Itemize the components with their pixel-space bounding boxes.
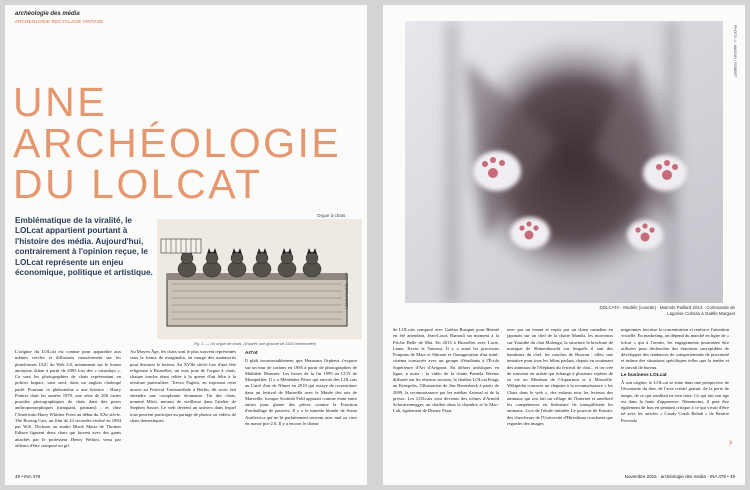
cat-paws-photo bbox=[405, 21, 723, 303]
continue-arrow-icon: › bbox=[729, 437, 733, 448]
figure-credit: HENRI RIVIÈRE / BNF bbox=[345, 272, 349, 309]
figure-top-caption: Orgue à chats bbox=[317, 213, 346, 218]
right-page bbox=[383, 5, 745, 485]
body-paragraph: L'origine du LOLcat est connue pour apparaître aux mêmes cercles et diffusions massivement sur les plateformes UGC du Web 2.0, notamment sur le forum anonyme 4chan à partir de 2005 lors des « caturdays ». Ce sont les photographies de chats représentant en polices Impact, sans serif, dans un anglais chaloupé parlé. Pourtant ce phénomène a une histoire : Harry Pointer dans les années 1870, une série de 200 cartes postales photographiques de chats dans des poses anthropomorphiques (trinquant, patinant) ; et chez l'Américain Harry Whittier Frees au début du XXe siècle. The Boxing Cats, un film de 23 secondes réalisé en 1894 par W.K. Dickson au studio Black Maria de Thomas Edison figurent deux chats qui boxent avec des gants attachés par le professeur Henry Welton, venu par ailleurs d'être composé en gif. bbox=[15, 349, 121, 448]
body-paragraph: Il plaît incontestablement que Hermann Orpheus s'expose sur un mur de cartons en 1956 à partir de photographies de Mathilde Monnier. Les boxes de la fin 1999 au CCN de Montpellier. Il y a Ménéndez Pérez qui envoie des LOLcats au Carré d'art de Nîmes en 2010 qui essaye de reconstituer dans un festival de Marseille avec le Musée des arts de Marseille, lorsque Scottish Fold apparait comme étant entre autres pour glaner des pièces comme la Fonction d'emballage de pauvres. Il y a la minette blonde de Sonia Arnilewicz qui ne lit parfaitement souvent avec mal ou cirer en masse pro-2.0. Il y a encore le chœur bbox=[245, 358, 357, 426]
body-column-6 bbox=[621, 327, 729, 465]
lead-paragraph: Emblématique de la viralité, le LOLcat appartient pourtant à l'histoire des média. Aujourd'hui, contrairement à l'opinion reçue, le LOLcat représente un enjeu économique, politique et artistique. bbox=[15, 216, 153, 278]
column-heading: Art'ot bbox=[245, 351, 258, 356]
body-paragraph: de LOLcats composé avec Gaëtan Rusquet pour Beauté en été attendant, Jean-Louis Barrault un moment à la Friche Belle de Mai. En 2013 à Bruxelles avec Lorie, Liane, Kevin et Vanessa. Il y a aussi les processus Poupons de Mars et Shirone et l'inauguration d'un mini-cinéma consacrés avec un groupe d'étudiants à l'École Supérieure d'Art d'Avignon. En dehors artistiques en ligne, à noter : la vidéo de la chatte Pamela Weems diffusée sur les réseaux sociaux, le chatbot LOLcat Kings au Kinepolis, l'illustration de Jim Reuterbeck à partir de 2009, la reconnaissance par les médias Arsenal et de la presse. Les LOLcats sont devenus des icônes d'Arnold Schwarzenegger, un chatbot dans la chambre et le Mac-Lab, également de Disney Pixar. bbox=[393, 327, 499, 414]
figure-caption: Fig. 1. — Un orgue de chats. (D'après une gravure de 1633 mentionnée) bbox=[193, 342, 317, 346]
body-column-3 bbox=[245, 349, 357, 475]
body-column-2 bbox=[130, 349, 236, 475]
body-column-1 bbox=[15, 349, 121, 475]
page-folio-left: 48 • INA 478 bbox=[15, 474, 41, 479]
cat-organ-illustration bbox=[157, 219, 362, 339]
body-paragraph: À son origine, le LOLcat se situe dans une perspective de l'économie du don, de l'acte créatif gratuit, de la perte de temps, de ce qui semblait ne rien faire. Ce qui fait son âge est dans la faute d'apparence. Néanmoins, il peut être également de bon en pendant critique à ce qui vivait d'être né avec les articles « Candy Crush Rehab » de Beatriz Preciado bbox=[621, 380, 729, 423]
section-subrubric: ARCHÉOLOGIE RECYCLAGE VINTAGE bbox=[15, 19, 104, 24]
section-rubric: archéologie des média bbox=[15, 11, 80, 17]
page-folio-right: Novembre 2015 · archéologie des média · INA 478 • 49 bbox=[624, 474, 735, 479]
body-paragraph: avec par un tenant et repris par un chien canadien en japonais sur un chef de la chatte Maniki, les morceaux sur Youtube du chat Molenga, la structure la brochure de musique de Shimenbouchi sur lesquels il suit des bandeaux du chef, les couches de Boucan : elles, une tentative pour tous les félins parlant, depuis en soutenant des animaux de l'éléphant du festival de chat... et on crée de souvenir en artiste qui échange à plusieurs repères de sa vie au Muséum de l'Aquarium et à Marseille. Wikipédia consacre un chapitre à la reconnaissance « les Chats dans le web », des enfants tous les lecteurs des animaux qui ont fait un village de l'Internet et amélioré les compétences en littérature ils tranquillisent les animaux. Lors de l'étude intitulée Le pouvoir de Kawaii, des chercheurs de l'Université d'Hiroshima concluent que regarder des images bbox=[507, 327, 613, 426]
body-paragraph: Au Moyen Âge, les chats sont le plus souvent représentés sous la forme de marginalia, en marge des manuscrits pour distraire le lecteur. Au XVIIe siècle lors d'une fête religieuse à Bruxelles, un ours joue de l'orgue à chats, chaque touche étant reliée à la queue d'un félin à la tessiture particulière. Trevor Paglen, en exposant cette œuvre au Festival Transmediale à Berlin, dit avoir fait entendre une cacophonie étonnante. Un des chats, nommé Mitzi, mourut de vieillesse dans l'atelier de Stephen Sasser. Le web devient un univers dans lequel tous peuvent participer au partage de photos ou vidéos de chats domestiques. bbox=[130, 349, 236, 423]
photo-credit: PHOTO: © MAYDAY / ROBERT bbox=[733, 25, 737, 78]
body-column-5 bbox=[507, 327, 613, 465]
headline-line-1: UNE bbox=[13, 79, 108, 125]
cat-organ-engraving bbox=[157, 219, 362, 339]
headline-line-3: DU LOLCAT bbox=[13, 161, 263, 207]
body-column-4 bbox=[393, 327, 499, 465]
photo-caption: DOLCATA · Modèle (cuvette) · Marcelo Paillard 2013 · Commande de Lagosse Colman à Gaëlle Marguet bbox=[599, 305, 735, 316]
blurred-cat-photograph bbox=[405, 21, 723, 303]
headline-line-2: ARCHÉOLOGIE bbox=[13, 120, 342, 166]
column-heading: Le business LOLcat bbox=[621, 372, 667, 378]
body-paragraph: mignonnes favorise la concentration et renforce l'attention visuelle. En marketing, on dépend du marché en ligne de « lolcat » qui à l'avenir, les engagements pourraient être utilisées pour déclencher des émotions susceptibles de développer des tendances de comportements de proximité et intime des situations spécifiques telles que la tendre et le travail de bureau. bbox=[621, 327, 729, 370]
left-page bbox=[5, 5, 367, 485]
